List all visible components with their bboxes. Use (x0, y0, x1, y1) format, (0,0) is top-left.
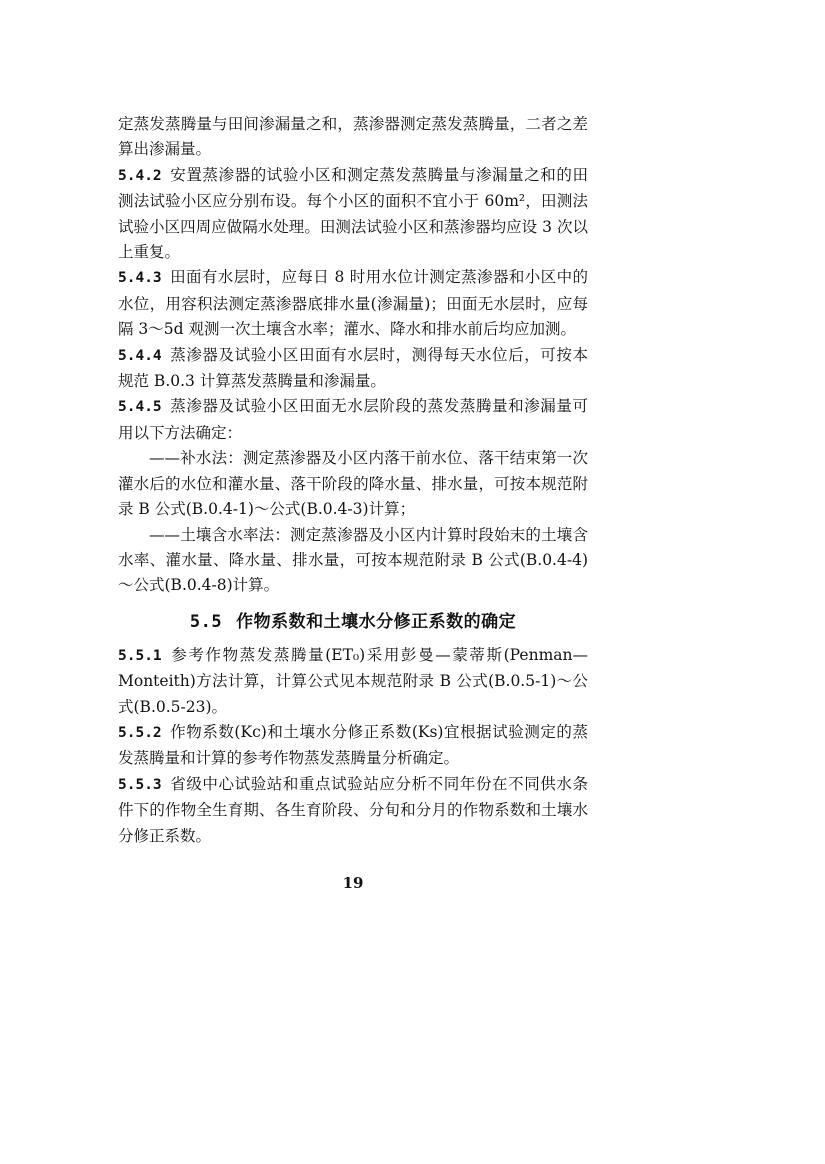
clause-number: 5.4.4 (118, 347, 162, 364)
clause-number: 5.4.5 (118, 399, 162, 416)
paragraph-continuation: 定蒸发蒸腾量与田间渗漏量之和，蒸渗器测定蒸发蒸腾量，二者之差算出渗漏量。 (118, 115, 588, 159)
method-refill: ——补水法：测定蒸渗器及小区内落干前水位、落干结束第一次灌水后的水位和灌水量、落干阶段的降水量、排水量，可按本规范附录 B 公式(B.0.4-1)～公式(B.0.4-3)计算； (118, 449, 588, 519)
clause-number: 5.5.2 (118, 724, 162, 741)
clause-5-4-5: 5.4.5 蒸渗器及试验小区田面无水层阶段的蒸发蒸腾量和渗漏量可用以下方法确定： (118, 397, 588, 442)
clause-5-5-2: 5.5.2 作物系数(Kc)和土壤水分修正系数(Ks)宜根据试验测定的蒸发蒸腾量和计算的参考作物蒸发蒸腾量分析确定。 (118, 722, 588, 768)
clause-5-4-4: 5.4.4 蒸渗器及试验小区田面有水层时，测得每天水位后，可按本规范 B.0.3 计算蒸发蒸腾量和渗漏量。 (118, 345, 588, 391)
clause-number: 5.4.2 (118, 167, 162, 184)
clause-number: 5.4.3 (118, 270, 162, 287)
section-number: 5.5 (189, 611, 223, 632)
section-title: 作物系数和土壤水分修正系数的确定 (236, 611, 517, 632)
document-body (118, 112, 588, 892)
clause-5-4-3: 5.4.3 田面有水层时，应每日 8 时用水位计测定蒸渗器和小区中的水位，用容积法测定蒸渗器底排水量(渗漏量)；田面无水层时，应每隔 3～5d 观测一次土壤含水率；灌水、降水和排水前后均应加测。 (118, 268, 588, 339)
clause-5-4-2: 5.4.2 安置蒸渗器的试验小区和测定蒸发蒸腾量与渗漏量之和的田测法试验小区应分别布设。每个小区的面积不宜小于 60m²，田测法试验小区四周应做隔水处理。田测法试验小区和蒸渗器均应设 3 次以上重复。 (118, 165, 588, 262)
clause-number: 5.5.1 (118, 647, 162, 664)
clause-number: 5.5.3 (118, 776, 162, 793)
method-soil-moisture: ——土壤含水率法：测定蒸渗器及小区内计算时段始末的土壤含水率、灌水量、降水量、排水量，可按本规范附录 B 公式(B.0.4-4)～公式(B.0.4-8)计算。 (118, 525, 588, 595)
page-number: 19 (342, 874, 364, 892)
clause-5-5-1: 5.5.1 参考作物蒸发蒸腾量(ET₀)采用彭曼—蒙蒂斯(Penman—Monteith)方法计算，计算公式见本规范附录 B 公式(B.0.5-1)～公式(B.0.5-23)。 (118, 645, 588, 716)
section-heading (118, 607, 588, 637)
clause-5-5-3: 5.5.3 省级中心试验站和重点试验站应分析不同年份在不同供水条件下的作物全生育期、各生育阶段、分旬和分月的作物系数和土壤水分修正系数。 (118, 774, 588, 845)
